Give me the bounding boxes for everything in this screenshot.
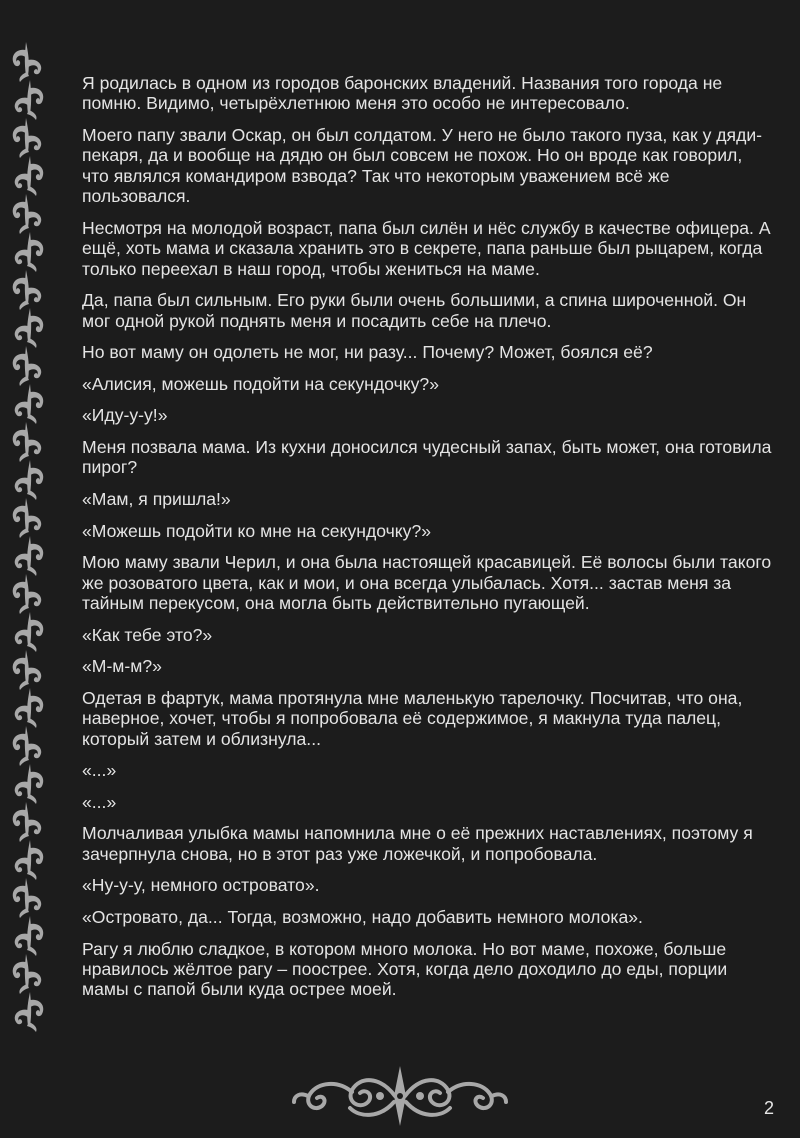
paragraph: Я родилась в одном из городов баронских владений. Названия того города не помню. Видимо, четырёхлетнюю меня это особо не интересовало. — [82, 73, 723, 114]
paragraph: Одетая в фартук, мама протянула мне маленькую тарелочку. Посчитав, что она, наверное, хочет, чтобы я попробовала её содержимое, я макнула туда палец, который затем и облизнула... — [82, 687, 743, 749]
paragraph: «Мам, я пришла!» — [82, 489, 231, 509]
paragraph: «...» — [82, 760, 117, 781]
flourish-ornament-icon — [290, 1062, 510, 1130]
paragraph: «Алисия, можешь подойти на секундочку?» — [82, 373, 439, 394]
paragraph: Но вот маму он одолеть не мог, ни разу... Почему? Может, боялся её? — [82, 342, 653, 363]
paragraph: «Можешь подойти ко мне на секундочку?» — [82, 520, 432, 541]
paragraph: «Иду-у-у!» — [82, 405, 168, 426]
paragraph: Рагу я люблю сладкое, в котором много молока. Но вот маме, похоже, больше нравилось жёлтое рагу – поострее. Хотя, когда дело доходило до еды, порции мамы с папой были куда острее моей. — [82, 938, 728, 1000]
paragraph: «Ну-у-у, немного островато». — [82, 875, 320, 896]
page-number: 2 — [763, 1098, 774, 1118]
paragraph: «М-м-м?» — [82, 656, 162, 677]
paragraph: «Островато, да... Тогда, возможно, надо добавить немного молока». — [82, 906, 643, 927]
paragraph: «Как тебе это?» — [82, 624, 213, 645]
paragraph: Молчаливая улыбка мамы напомнила мне о её прежних наставлениях, поэтому я зачерпнула снова, но в этот раз уже ложечкой, и попробовала. — [82, 823, 753, 864]
paragraph: Мою маму звали Черил, и она была настоящей красавицей. Её волосы были такого же розоватого цвета, как и мои, и она всегда улыбалась. Хотя... застав меня за тайным перекусом, она могла быть действительно пугающей. — [82, 552, 772, 613]
paragraph: Меня позвала мама. Из кухни доносился чудесный запах, быть может, она готовила пирог? — [82, 437, 772, 478]
vine-ornament-icon — [8, 42, 48, 1044]
paragraph: «...» — [82, 791, 117, 812]
story-text — [82, 73, 772, 1011]
paragraph: Моего папу звали Оскар, он был солдатом. У него не было такого пуза, как у дяди-пекаря, да и вообще на дядю он был совсем не похож. Но он вроде как говорил, что являлся командиром взвода? Так что некоторым уважением всё же пользовался. — [82, 125, 763, 207]
paragraph: Несмотря на молодой возраст, папа был силён и нёс службу в качестве офицера. А ещё, хоть мама и сказала хранить это в секрете, папа раньше был рыцарем, когда только переехал в наш город, чтобы жениться на маме. — [82, 217, 771, 279]
paragraph: Да, папа был сильным. Его руки были очень большими, а спина широченной. Он мог одной рукой поднять меня и посадить себе на плечо. — [82, 290, 747, 331]
